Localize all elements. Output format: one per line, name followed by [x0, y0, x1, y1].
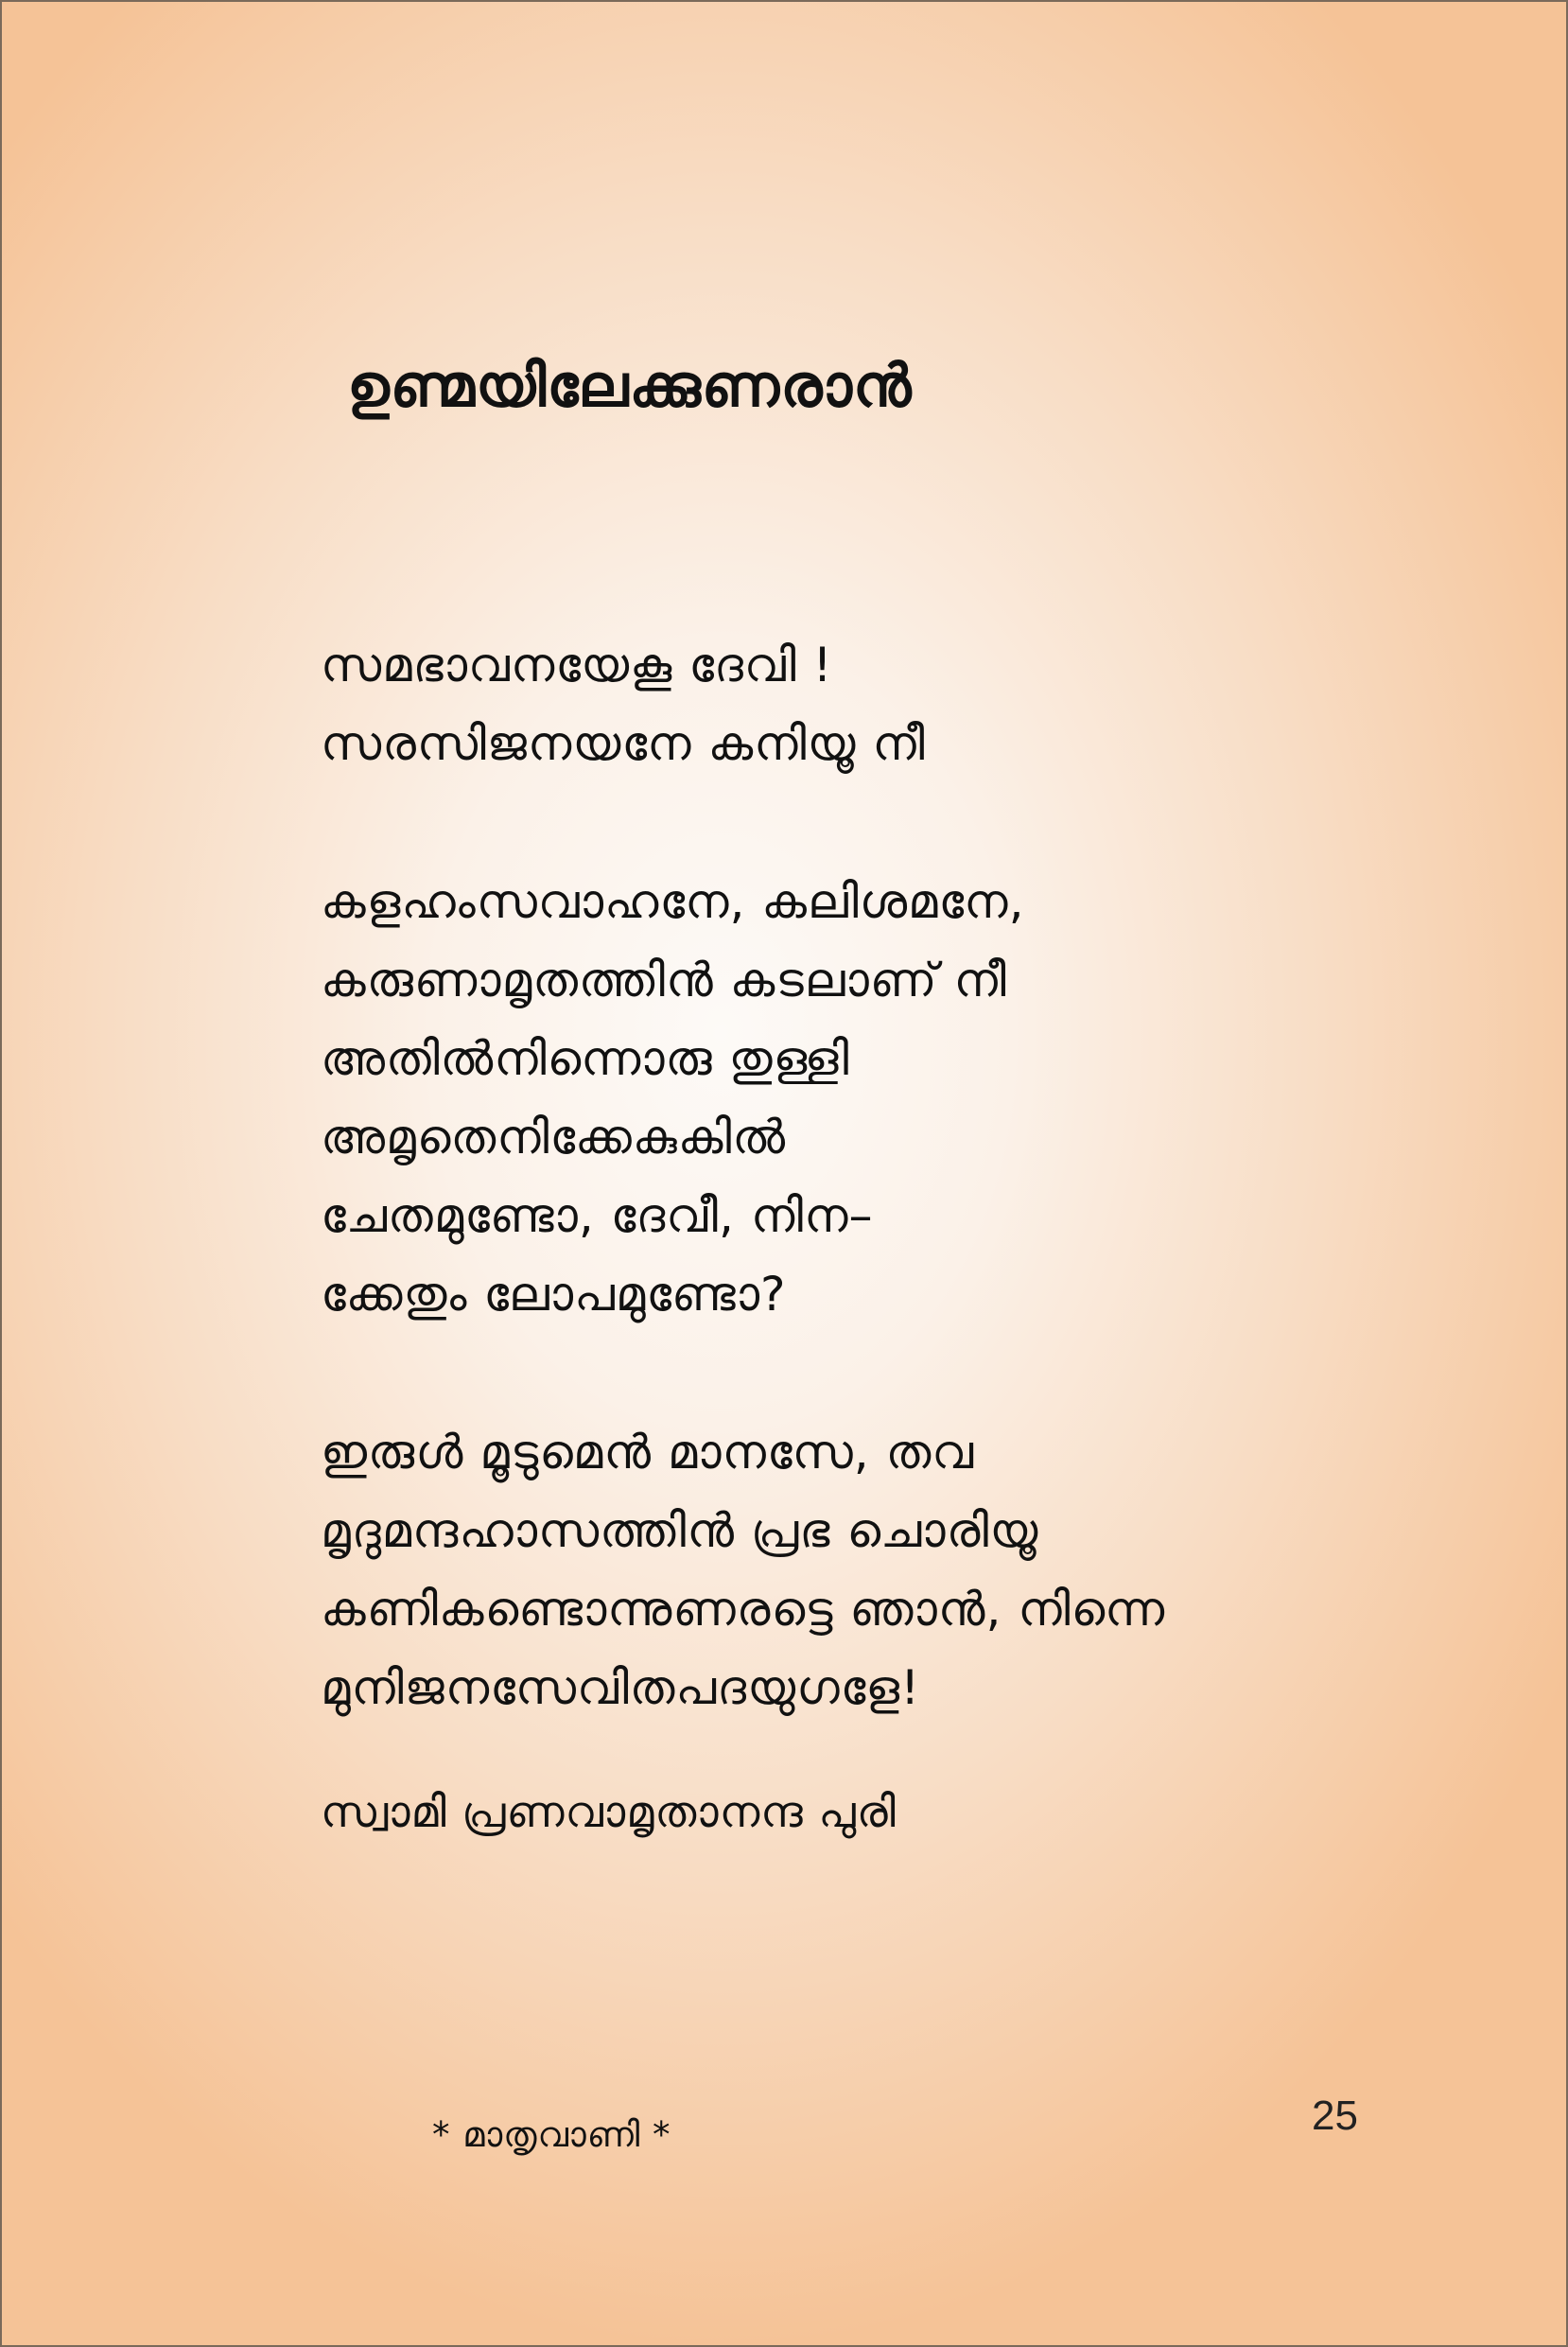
poem-line: കണികണ്ടൊന്നുണരട്ടെ ഞാൻ, നിന്നെ [321, 1582, 1166, 1637]
poem-line: ക്കേതും ലോപമുണ്ടോ? [321, 1267, 787, 1322]
poem-line: അതിൽനിന്നൊരു തുള്ളി [321, 1031, 850, 1086]
poem-line: മൃദുമന്ദഹാസത്തിൻ പ്രഭ ചൊരിയൂ [321, 1503, 1039, 1558]
magazine-footer: * മാതൃവാണി * [432, 2114, 671, 2155]
poem-line: കളഹംസവാഹനേ, കലിശമനേ, [321, 874, 1025, 929]
poem-line: അമൃതെനിക്കേകുകിൽ [321, 1110, 787, 1165]
stanza [321, 863, 1408, 1334]
stanza [321, 626, 1408, 783]
stanza [321, 1413, 1408, 1727]
poem-body [321, 626, 1408, 1807]
page-number: 25 [1312, 2093, 1358, 2139]
poem-line: ചേതമുണ്ടോ, ദേവീ, നിന– [321, 1188, 874, 1243]
poem-line: കരുണാമൃതത്തിൻ കടലാണ് നീ [321, 953, 1007, 1007]
author-signature: സ്വാമി പ്രണവാമൃതാനന്ദ പുരി [321, 1786, 897, 1837]
poem-line: സരസിജനയനേ കനിയൂ നീ [321, 716, 926, 771]
poem-line: ഇരുൾ മൂടുമെൻ മാനസേ, തവ [321, 1425, 975, 1480]
poem-line: സമഭാവനയേകൂ ദേവി ! [321, 638, 833, 692]
poem-title: ഉണ്മയിലേക്കുണരാൻ [347, 351, 913, 420]
poem-line: മുനിജനസേവിതപദയുഗളേ! [321, 1660, 921, 1715]
